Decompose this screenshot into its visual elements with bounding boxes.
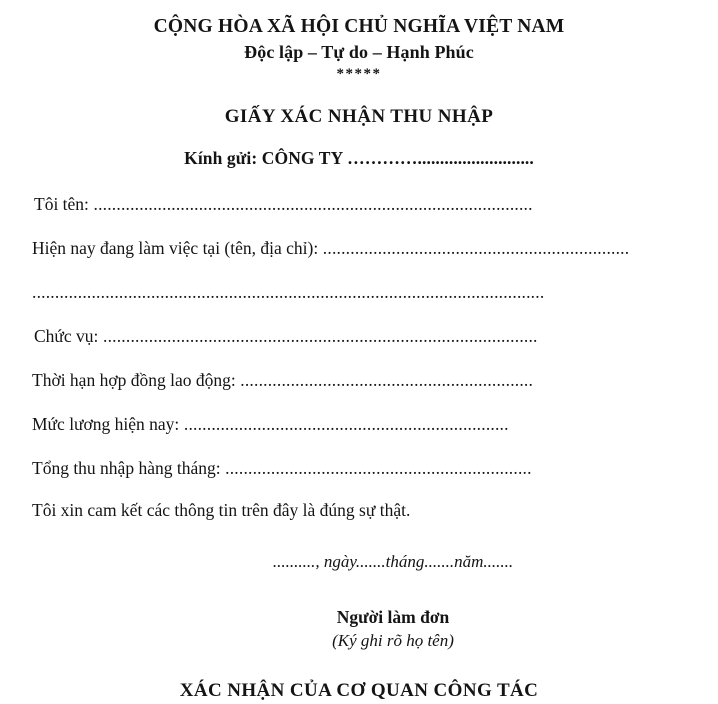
signer-note: (Ký ghi rõ họ tên): [332, 631, 454, 650]
field-row-workplace: [32, 237, 690, 259]
field-filler-workplace-continued[interactable]: ................................................................................................................: [32, 282, 545, 302]
field-label-full-name: Tôi tên:: [34, 194, 89, 214]
national-heading-block: [0, 0, 718, 84]
field-row-position: [32, 325, 690, 347]
form-body: [0, 193, 718, 652]
signer-title: Người làm đơn: [336, 607, 450, 627]
field-row-full-name: [32, 193, 690, 215]
signature-block: [32, 551, 690, 652]
date-line[interactable]: .........., ngày.......tháng.......năm.......: [272, 552, 514, 571]
recipient-line: Kính gửi: CÔNG TY …………..........................: [184, 148, 534, 168]
field-row-contract-term: [32, 369, 690, 391]
field-label-monthly-income: Tổng thu nhập hàng tháng:: [32, 458, 221, 478]
field-filler-monthly-income[interactable]: ...................................................................: [220, 458, 532, 478]
field-label-contract-term: Thời hạn hợp đồng lao động:: [32, 370, 236, 390]
declaration-statement: Tôi xin cam kết các thông tin trên đây là đúng sự thật.: [32, 500, 411, 520]
national-motto-line: Độc lập – Tự do – Hạnh Phúc: [244, 42, 474, 62]
field-filler-workplace[interactable]: ...................................................................: [318, 238, 630, 258]
field-label-current-salary: Mức lương hiện nay:: [32, 414, 180, 434]
employer-confirmation-heading: XÁC NHẬN CỦA CƠ QUAN CÔNG TÁC: [179, 680, 539, 701]
country-name-line: CỘNG HÒA XÃ HỘI CHỦ NGHĨA VIỆT NAM: [153, 16, 565, 37]
field-row-current-salary: [32, 413, 690, 435]
field-filler-contract-term[interactable]: ................................................................: [235, 370, 534, 390]
field-row-workplace-continued: [32, 281, 690, 303]
field-filler-current-salary[interactable]: .......................................................................: [179, 414, 509, 434]
star-separator: *****: [336, 66, 382, 82]
document-title: GIẤY XÁC NHẬN THU NHẬP: [224, 106, 494, 127]
field-label-position: Chức vụ:: [34, 326, 99, 346]
field-filler-full-name[interactable]: ................................................................................................: [88, 194, 533, 214]
field-row-monthly-income: [32, 457, 690, 479]
field-filler-position[interactable]: ...............................................................................................: [98, 326, 538, 346]
field-label-workplace: Hiện nay đang làm việc tại (tên, địa chỉ):: [32, 238, 319, 258]
